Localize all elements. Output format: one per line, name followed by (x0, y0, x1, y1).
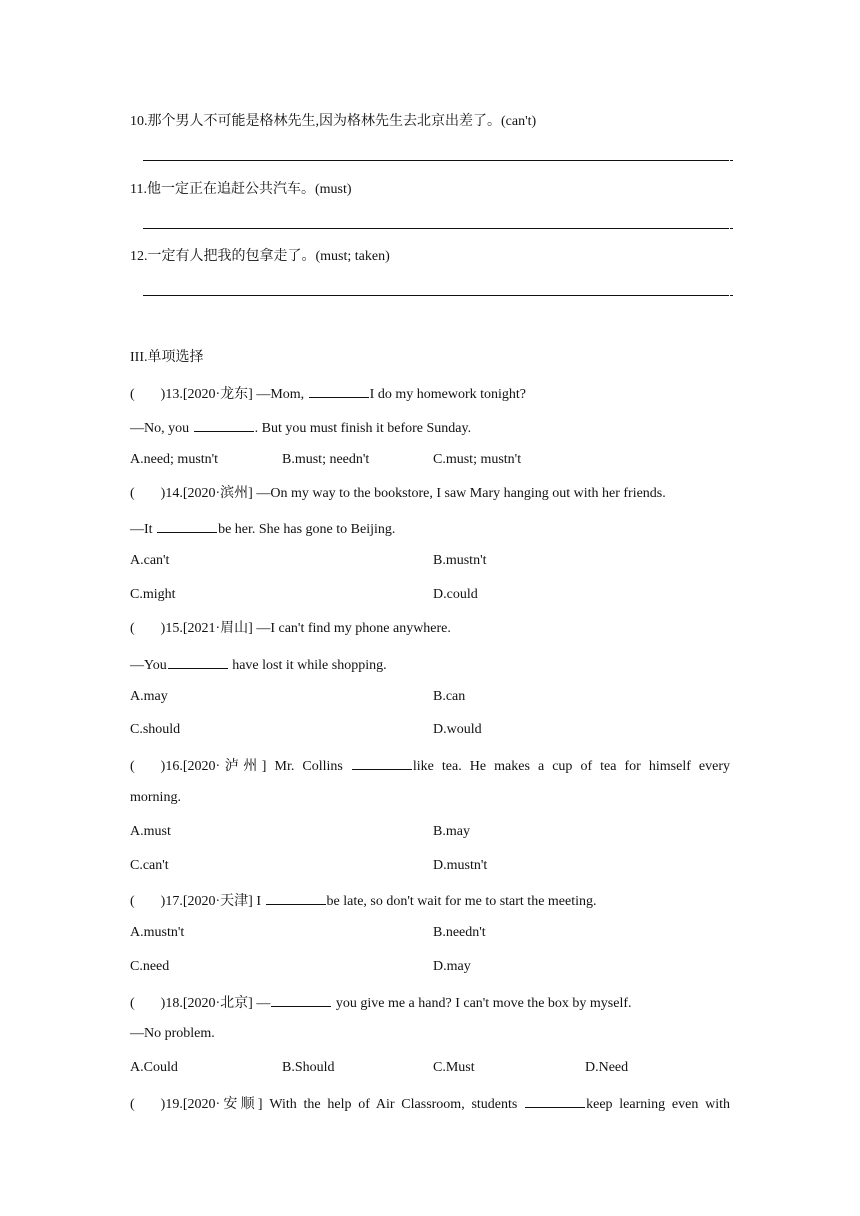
question-number: 11. (130, 182, 147, 197)
fill-blank (271, 992, 331, 1007)
option-c: C.must; mustn't (433, 452, 522, 467)
stem-text: I do my homework tonight? (369, 387, 526, 402)
question-14-stem (130, 485, 666, 503)
answer-paren-close: ) (160, 387, 166, 402)
option-b: B.can (433, 689, 466, 704)
question-number: 12. (130, 249, 148, 264)
option-b: B.Should (282, 1060, 335, 1075)
fill-blank (266, 890, 326, 905)
answer-paren-close: ) (160, 759, 166, 774)
stem-text: you give me a hand? I can't move the box by myself. (332, 996, 632, 1011)
question-19-stem (130, 1093, 730, 1114)
answer-paren-open: ( (130, 387, 135, 402)
option-a: A.may (130, 689, 168, 704)
answer-paren-close: ) (160, 1097, 166, 1112)
answer-paren-open: ( (130, 894, 135, 909)
option-d: D.may (433, 959, 471, 974)
stem-text: 17.[2020·天津] I (165, 894, 265, 909)
question-text: 一定有人把我的包拿走了。(must; taken) (147, 249, 390, 264)
question-text: 那个男人不可能是格林先生,因为格林先生去北京出差了。(can't) (147, 114, 537, 129)
reply-text: . But you must finish it before Sunday. (254, 421, 472, 436)
answer-paren-open: ( (130, 1097, 135, 1112)
option-d: D.Need (585, 1060, 629, 1075)
reply-text: have lost it while shopping. (228, 658, 387, 673)
stem-text: be late, so don't wait for me to start the meeting. (326, 894, 597, 909)
answer-paren-close: ) (160, 486, 166, 501)
stem-text: 18.[2020·北京] — (165, 996, 271, 1011)
option-b: B.may (433, 824, 470, 839)
answer-paren-close: ) (160, 894, 166, 909)
fill-blank (157, 518, 217, 533)
option-c: C.need (130, 959, 170, 974)
option-b: B.needn't (433, 925, 486, 940)
answer-paren-open: ( (130, 486, 135, 501)
question-16-stem (130, 755, 730, 776)
question-11 (130, 181, 352, 199)
option-a: A.Could (130, 1060, 178, 1075)
answer-paren-open: ( (130, 996, 135, 1011)
fill-blank (309, 383, 369, 398)
reply-text: —You (130, 658, 167, 673)
option-c: C.should (130, 722, 181, 737)
answer-paren-close: ) (160, 621, 166, 636)
option-c: C.might (130, 587, 176, 602)
option-a: A.need; mustn't (130, 452, 219, 467)
fill-blank (168, 654, 228, 669)
reply-text: —No, you (130, 421, 193, 436)
option-c: C.Must (433, 1060, 475, 1075)
question-number: 10. (130, 114, 148, 129)
stem-text: keep learning even with (586, 1097, 730, 1112)
question-16-stem-cont: morning. (130, 790, 181, 805)
question-15-stem (130, 620, 451, 638)
question-14-reply (130, 518, 395, 539)
stem-text: 13.[2020·龙东] —Mom, (165, 387, 308, 402)
question-text: 他一定正在追赶公共汽车。(must) (146, 182, 352, 197)
option-d: D.mustn't (433, 858, 488, 873)
question-17-stem (130, 890, 597, 911)
option-c: C.can't (130, 858, 169, 873)
answer-paren-open: ( (130, 759, 135, 774)
fill-blank (352, 755, 412, 770)
question-13-stem (130, 383, 526, 404)
reply-text: be her. She has gone to Beijing. (218, 522, 396, 537)
option-d: D.would (433, 722, 482, 737)
answer-line-11 (143, 228, 729, 229)
answer-paren-open: ( (130, 621, 135, 636)
question-10 (130, 113, 536, 131)
question-13-reply (130, 417, 471, 438)
fill-blank (194, 417, 254, 432)
question-18-stem (130, 992, 632, 1013)
stem-text: 15.[2021·眉山] —I can't find my phone anywhere. (165, 621, 451, 636)
section-title: III.单项选择 (130, 350, 204, 365)
option-a: A.mustn't (130, 925, 185, 940)
option-b: B.must; needn't (282, 452, 370, 467)
option-b: B.mustn't (433, 553, 487, 568)
answer-line-12 (143, 295, 729, 296)
question-18-reply: —No problem. (130, 1026, 215, 1041)
stem-text: 16.[2020·泸州] Mr. Collins (165, 759, 351, 774)
stem-text: like tea. He makes a cup of tea for himself every (412, 759, 730, 774)
answer-line-10 (143, 160, 729, 161)
option-a: A.must (130, 824, 171, 839)
question-12 (130, 248, 390, 266)
question-15-reply (130, 654, 387, 675)
option-d: D.could (433, 587, 478, 602)
stem-text: 19.[2020·安顺] With the help of Air Classroom, students (165, 1097, 525, 1112)
stem-text: 14.[2020·滨州] —On my way to the bookstore, I saw Mary hanging out with her friends. (165, 486, 666, 501)
option-a: A.can't (130, 553, 170, 568)
fill-blank (525, 1093, 585, 1108)
reply-text: —It (130, 522, 157, 537)
answer-paren-close: ) (160, 996, 166, 1011)
